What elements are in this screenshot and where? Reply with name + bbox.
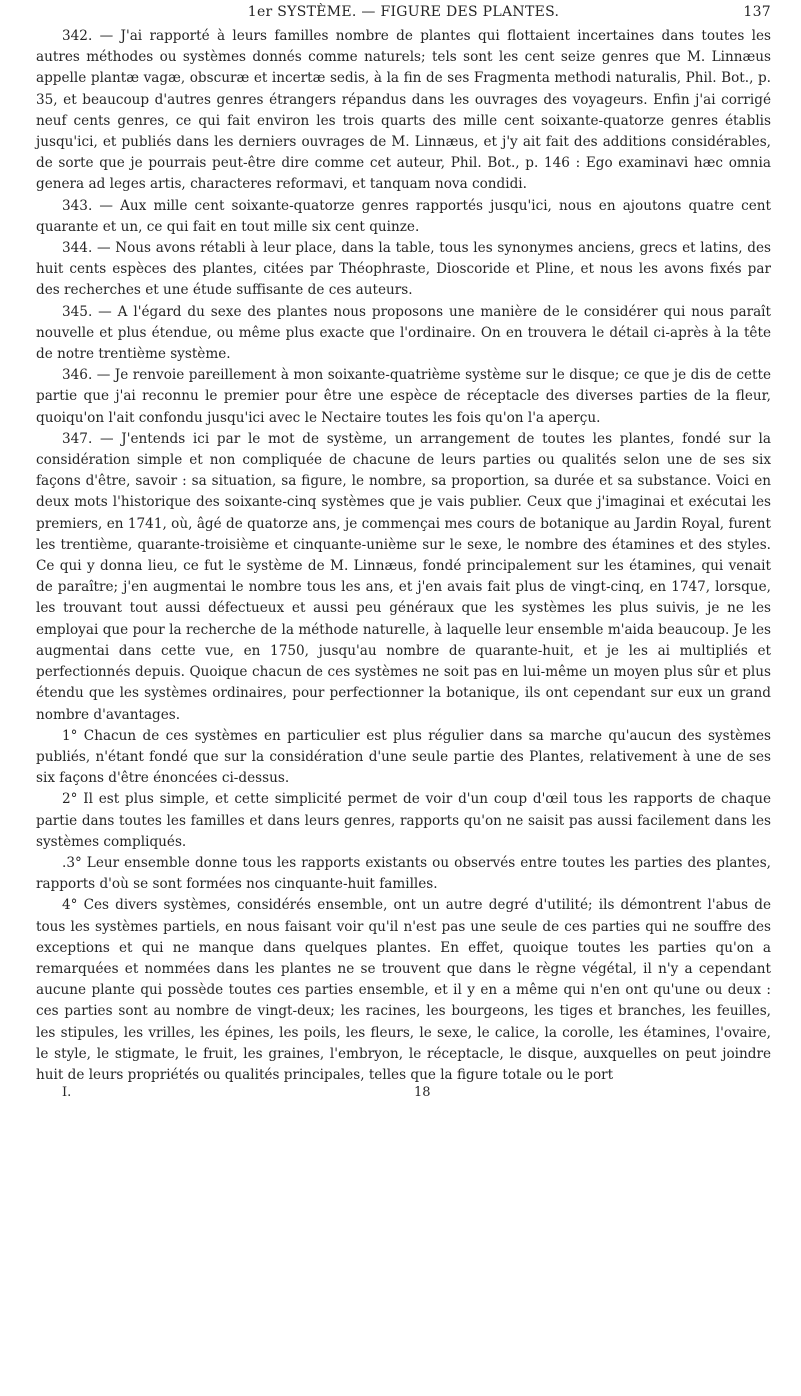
paragraph-344: 344. — Nous avons rétabli à leur place, dans la table, tous les synonymes anciens, grecs et latins, des huit cents espèces des plantes, citées par Théophraste, Dioscoride et Pline, et nous les avons fixés par des recherches et une étude suffisante de ces auteurs. (36, 240, 771, 299)
paragraph-point-3: .3° Leur ensemble donne tous les rapports existants ou observés entre toutes les parties des plantes, rapports d'où se sont formées nos cinquante-huit familles. (36, 854, 771, 893)
paragraph-346: 346. — Je renvoie pareillement à mon soixante-quatrième système sur le disque; ce que je dis de cette partie que j'ai reconnu le premier pour être une espèce de réceptacle des diverses parties de la fleur, quoiqu'on l'ait confondu jusqu'ici avec le Nectaire toutes les fois qu'on l'a aperçu. (36, 367, 771, 426)
body-text (36, 26, 771, 1086)
running-head-title: 1er SYSTÈME. — FIGURE DES PLANTES. (247, 4, 560, 20)
signature-line (36, 1085, 771, 1103)
paragraph-345: 345. — A l'égard du sexe des plantes nous proposons une manière de le considérer qui nous paraît nouvelle et plus étendue, ou même plus exacte que l'ordinaire. On en trouvera le détail ci-après à la tête de notre trentième système. (36, 303, 771, 363)
paragraph-342: 342. — J'ai rapporté à leurs familles nombre de plantes qui flottaient incertaines dans toutes les autres méthodes ou systèmes donnés comme naturels; tels sont les cent seize genres que M. Linnæus appelle plantæ vagæ, obscuræ et incertæ sedis, à la fin de ses Fragmenta methodi naturalis, Phil. Bot., p. 35, et beaucoup d'autres genres étrangers répandus dans les ouvrages des voyageurs. Enfin j'ai corrigé neuf cents genres, ce qui fait environ les trois quarts des mille cent soixante-quatorze genres établis jusqu'ici, et publiés dans les derniers ouvrages de M. Linnæus, et j'y ait fait des additions considérables, de sorte que je pourrais peut-être dire comme cet auteur, Phil. Bot., p. 146 : Ego examinavi hæc omnia genera ad leges artis, characteres reformavi, et tanquam nova condidi. (36, 28, 771, 193)
paragraph-343: 343. — Aux mille cent soixante-quatorze genres rapportés jusqu'ici, nous en ajoutons quatre cent quarante et un, ce qui fait en tout mille six cent quinze. (36, 197, 771, 235)
page-number: 137 (743, 4, 771, 20)
volume-mark: I. (62, 1085, 72, 1101)
paragraph-347: 347. — J'entends ici par le mot de système, un arrangement de toutes les plantes, fondé sur la considération simple et non compliquée de chacune de leurs parties ou qualités selon une de ses six façons d'être, savoir : sa situation, sa figure, le nombre, sa proportion, sa durée et sa substance. Voici en deux mots l'historique des soixante-cinq systèmes que je vais publier. Ceux que j'imaginai et exécutai les premiers, en 1741, où, âgé de quatorze ans, je commençai mes cours de botanique au Jardin Royal, furent les trentième, quarante-troisième et cinquante-unième sur le sexe, le nombre des étamines et des styles. Ce qui y donna lieu, ce fut le système de M. Linnæus, fondé principalement sur les étamines, qui venait de paraître; j'en augmentai le nombre tous les ans, et j'en avais fait plus de vingt-cinq, en 1747, lorsque, les trouvant tout aussi défectueux et aussi peu généraux que les systèmes les plus suivis, je ne les employai que pour la recherche de la méthode naturelle, à laquelle leur ensemble m'aida beaucoup. Je les augmentai dans cette vue, en 1750, jusqu'au nombre de quarante-huit, et je les ai multipliés et perfectionnés depuis. Quoique chacun de ces systèmes ne soit pas en lui-même un moyen plus sûr et plus étendu que les systèmes ordinaires, pour perfectionner la botanique, ils ont cependant sur eux un grand nombre d'avantages. (36, 430, 771, 723)
paragraph-point-2: 2° Il est plus simple, et cette simplicité permet de voir d'un coup d'œil tous les rapports de chaque partie dans toutes les familles et dans leurs genres, rapports qu'on ne saisit pas aussi facilement dans les systèmes compliqués. (36, 791, 771, 850)
running-head (36, 4, 771, 26)
paragraph-point-4: 4° Ces divers systèmes, considérés ensemble, ont un autre degré d'utilité; ils démontrent l'abus de tous les systèmes partiels, en nous faisant voir qu'il n'est pas une seule de ces parties qui ne souffre des exceptions et qui ne manque dans quelques plantes. En effet, quoique toutes les parties qu'on a remarquées et nommées dans les plantes ne se trouvent que dans le règne végétal, il n'y a cependant aucune plante qui possède toutes ces parties ensemble, et il y en a même qui n'en ont qu'une ou deux : ces parties sont au nombre de vingt-deux; les racines, les bourgeons, les tiges et branches, les feuilles, les stipules, les vrilles, les épines, les poils, les fleurs, le sexe, le calice, la corolle, les étamines, l'ovaire, le style, le stigmate, le fruit, les graines, l'embryon, le réceptacle, le disque, auxquelles on peut joindre huit de leurs propriétés ou qualités principales, telles que la figure totale ou le port (36, 897, 771, 1083)
book-page (36, 4, 771, 1103)
paragraph-point-1: 1° Chacun de ces systèmes en particulier est plus régulier dans sa marche qu'aucun des systèmes publiés, n'étant fondé que sur la considération d'une seule partie des Plantes, relativement à une de ses six façons d'être énoncées ci-dessus. (36, 727, 771, 787)
signature-mark: 18 (414, 1085, 431, 1101)
